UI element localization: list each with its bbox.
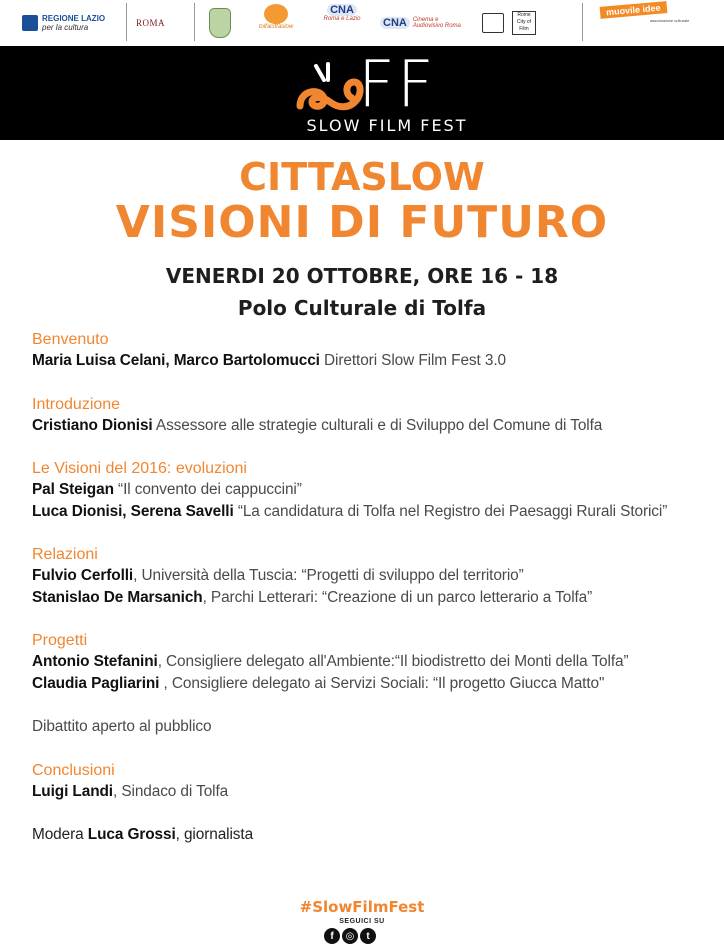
program-line	[32, 479, 722, 501]
cna-logo-text: CNA	[380, 17, 410, 29]
section-heading: Introduzione	[32, 395, 121, 413]
event-title-line2: VISIONI DI FUTURO	[115, 197, 609, 248]
unesco-rome-city-of-film-logo	[482, 4, 566, 42]
speaker-name: Cristiano Dionisi	[32, 416, 153, 434]
section-heading: Le Visioni del 2016: evoluzioni	[32, 460, 247, 477]
roma-logo	[136, 4, 186, 42]
speaker-role: , Sindaco di Tolfa	[112, 782, 229, 800]
speaker-name: Maria Luisa Celani, Marco Bartolomucci	[32, 352, 320, 369]
program-line	[32, 651, 722, 673]
cna-cinema-logo	[380, 4, 470, 42]
muovile-idee-subtext: associazione culturale	[650, 18, 690, 23]
section-benvenuto	[32, 329, 722, 372]
program-line	[32, 415, 722, 437]
muovile-idee-text: muovile idee	[600, 1, 667, 19]
speaker-name: Claudia Pagliarini	[32, 674, 160, 692]
tolfa-cittaslow-logo	[248, 4, 304, 42]
section-heading: Conclusioni	[32, 761, 115, 779]
tolfa-crest-logo	[208, 4, 232, 42]
snail-logo-icon	[294, 58, 364, 118]
event-title-line1: CITTASLOW	[239, 155, 485, 199]
instagram-icon[interactable]: ◎	[342, 928, 358, 944]
roma-logo-text: ROMA	[136, 18, 166, 28]
cna-logo-text: CNA	[327, 4, 357, 16]
hashtag: #SlowFilmFest	[299, 898, 425, 916]
twitter-icon[interactable]: t	[360, 928, 376, 944]
unesco-temple-icon	[482, 13, 504, 33]
program-line	[32, 781, 722, 803]
program-line	[32, 673, 722, 695]
moderator-role: , giornalista	[175, 826, 254, 843]
talk-title: , Consigliere delegato all'Ambiente:“Il biodistretto dei Monti della Tolfa”	[157, 653, 629, 670]
section-heading: Progetti	[32, 632, 88, 649]
snail-icon	[264, 4, 288, 24]
speaker-role: Direttori Slow Film Fest 3.0	[319, 352, 506, 369]
event-date: VENERDI 20 OTTOBRE, ORE 16 - 18	[165, 264, 559, 288]
slow-film-fest-banner	[0, 46, 724, 140]
talk-title: , Università della Tuscia: “Progetti di sviluppo del territorio”	[133, 567, 524, 584]
moderator-prefix: Modera	[32, 826, 88, 843]
follow-us-label: SEGUICI SU	[339, 918, 385, 925]
section-visioni	[32, 458, 722, 522]
speaker-name: Luca Dionisi, Serena Savelli	[32, 502, 234, 520]
ff-logo-text: FF	[358, 48, 436, 122]
section-heading: Benvenuto	[32, 331, 109, 348]
open-debate-line: Dibattito aperto al pubblico	[32, 718, 212, 735]
speaker-role: Assessore alle strategie culturali e di Sviluppo del Comune di Tolfa	[152, 416, 603, 434]
regione-lazio-logo	[22, 4, 112, 42]
cna-logo-subtext: Roma e Lazio	[323, 16, 361, 22]
moderator-line	[32, 824, 722, 846]
lazio-emblem-icon	[22, 15, 38, 31]
event-location: Polo Culturale di Tolfa	[237, 296, 487, 320]
speaker-name: Antonio Stefanini	[32, 653, 158, 670]
moderator-name: Luca Grossi	[87, 826, 176, 843]
talk-title: “Il convento dei cappuccini”	[113, 481, 302, 498]
section-heading: Relazioni	[32, 546, 98, 563]
rome-city-of-film-text: Rome City of Film	[512, 11, 536, 35]
speaker-name: Fulvio Cerfolli	[32, 567, 134, 584]
facebook-icon[interactable]: f	[324, 928, 340, 944]
cna-cinema-subtext: Cinema e Audiovisivo Roma	[412, 17, 461, 29]
section-relazioni	[32, 544, 722, 608]
program-line	[32, 587, 722, 609]
talk-title: “La candidatura di Tolfa nel Registro dei Paesaggi Rurali Storici”	[233, 502, 668, 520]
lazio-logo-subtext: per la cultura	[42, 23, 89, 32]
lazio-logo-text: REGIONE LAZIO	[42, 14, 106, 23]
speaker-name: Pal Steigan	[32, 481, 114, 498]
logo-divider	[194, 3, 195, 41]
muovile-idee-logo	[600, 4, 706, 42]
program-list	[32, 329, 722, 846]
crest-icon	[209, 8, 231, 38]
program-line	[32, 501, 722, 523]
logo-divider	[126, 3, 127, 41]
talk-title: , Parchi Letterari: “Creazione di un parco letterario a Tolfa”	[202, 588, 593, 606]
talk-title: , Consigliere delegato ai Servizi Sociali: “Il progetto Giucca Matto"	[159, 674, 605, 692]
speaker-name: Luigi Landi	[32, 782, 113, 800]
social-icons	[324, 928, 376, 944]
partner-logos-strip	[0, 0, 724, 46]
section-progetti	[32, 630, 722, 694]
speaker-name: Stanislao De Marsanich	[32, 588, 203, 606]
program-line	[32, 350, 722, 372]
program-line	[32, 565, 722, 587]
cna-roma-lazio-logo	[320, 4, 364, 42]
tolfa-logo-text: tolfacittàslow	[258, 24, 294, 30]
logo-divider	[582, 3, 583, 41]
section-conclusioni	[32, 760, 722, 803]
section-introduzione	[32, 394, 722, 437]
festival-name: SLOW FILM FEST	[306, 116, 468, 135]
